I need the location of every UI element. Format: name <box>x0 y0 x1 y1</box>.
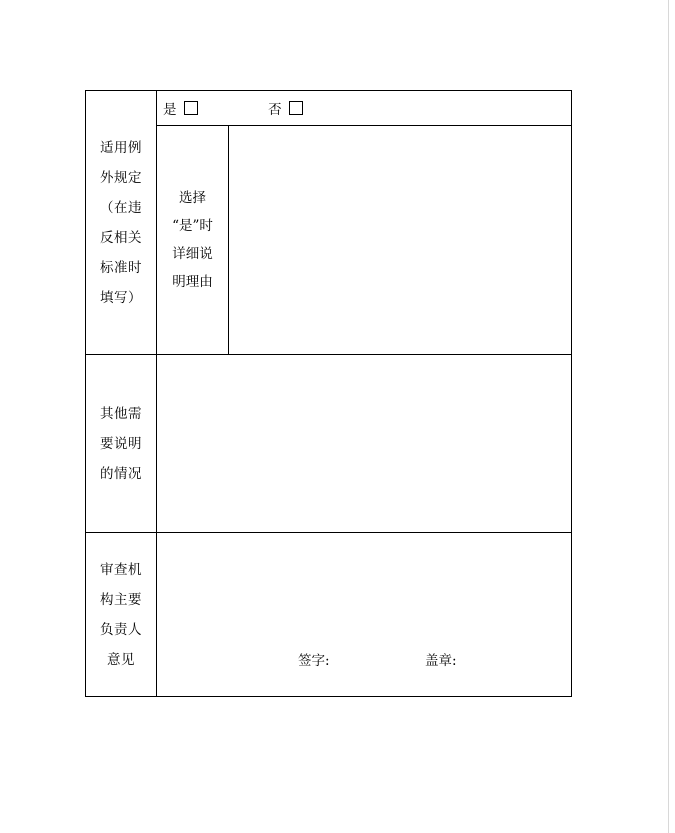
reason-label-cell <box>157 126 229 355</box>
exception-label-line: 适用例 <box>100 139 142 156</box>
review-label-cell <box>86 533 157 697</box>
other-label-line: 其他需 <box>100 405 142 422</box>
exception-label-line: 外规定 <box>100 169 142 186</box>
reason-label-line: 明理由 <box>172 274 213 290</box>
no-label: 否 <box>268 102 282 118</box>
reason-input-area[interactable] <box>229 126 572 355</box>
other-label-line: 要说明 <box>100 435 142 452</box>
exception-reason-row <box>86 126 572 355</box>
yes-label: 是 <box>163 102 177 118</box>
exception-label-cell <box>86 91 157 355</box>
review-label-line: 意见 <box>107 651 135 668</box>
exception-label-line: （在违 <box>100 199 142 216</box>
other-label-cell <box>86 355 157 533</box>
signature-label: 签字: <box>298 653 330 669</box>
review-opinion-row <box>86 533 572 697</box>
exception-label-line: 标准时 <box>100 259 142 276</box>
yes-no-cell <box>157 91 572 126</box>
other-input-area[interactable] <box>157 355 572 533</box>
page-edge-divider <box>668 0 669 833</box>
review-label-line: 构主要 <box>100 591 142 608</box>
yes-option[interactable] <box>163 98 198 118</box>
review-input-area[interactable] <box>157 533 572 697</box>
seal-label: 盖章: <box>425 653 457 669</box>
no-checkbox[interactable] <box>289 101 303 115</box>
review-label-line: 审查机 <box>100 561 142 578</box>
other-situation-row <box>86 355 572 533</box>
reason-label-line: “是”时 <box>172 218 213 234</box>
exception-review-form <box>85 90 572 697</box>
exception-label-line: 反相关 <box>100 229 142 246</box>
yes-checkbox[interactable] <box>184 101 198 115</box>
no-option[interactable] <box>268 98 303 118</box>
reason-label-line: 选择 <box>179 190 206 206</box>
review-label-line: 负责人 <box>100 621 142 638</box>
exception-label-line: 填写） <box>100 289 142 306</box>
exception-yesno-row <box>86 91 572 126</box>
reason-label-line: 详细说 <box>172 246 213 262</box>
other-label-line: 的情况 <box>100 465 142 482</box>
